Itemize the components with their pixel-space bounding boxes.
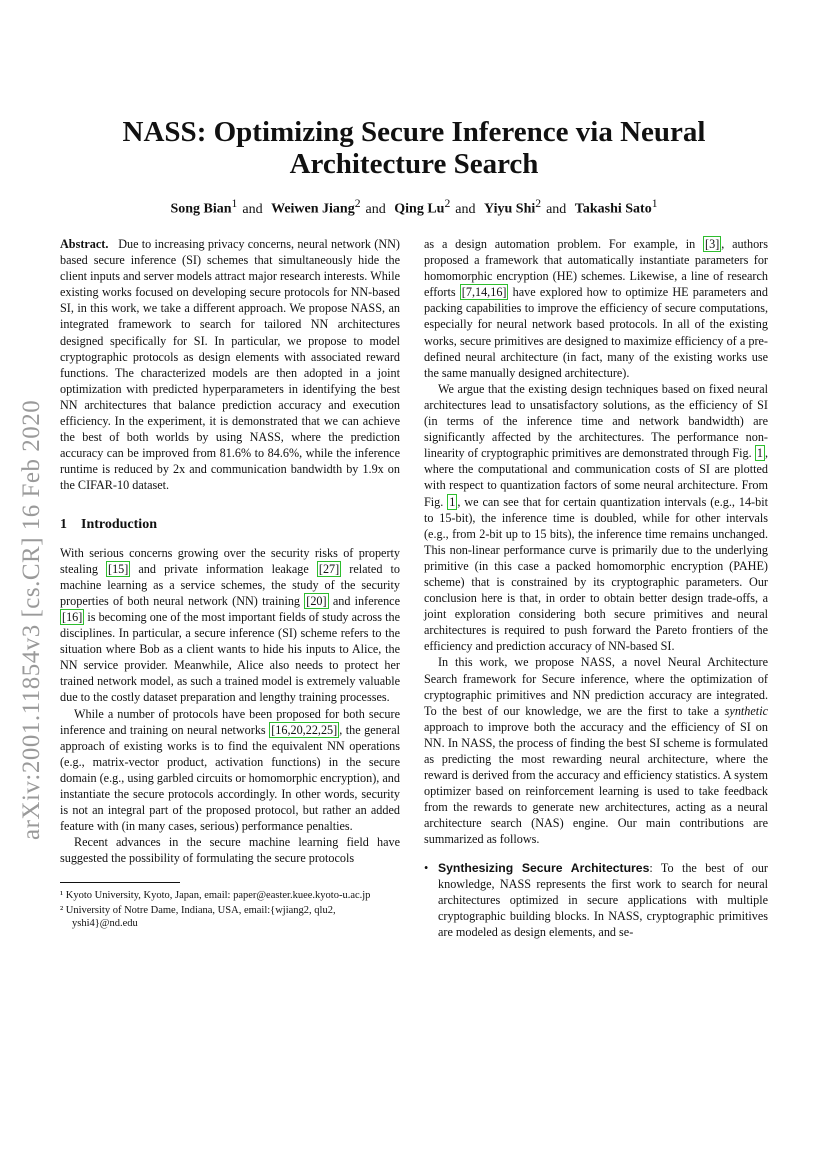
author-name: Yiyu Shi [484,201,536,217]
citation-number: 20 [310,593,323,608]
right-column [424,236,768,940]
figure-number: 1 [756,446,763,461]
citation-number: 16 [66,609,79,624]
text-run: and inference [328,593,400,608]
abstract [60,236,400,494]
citation-link[interactable]: [15] [108,561,129,576]
text-run: In this work, we propose NASS, a novel Neural Architecture Search framework for Secure inference, where the optimization of cryptographic primitives and NN prediction accuracy are integrated. To the best of our knowledge, we are the first to take a [424,655,768,718]
author-separator: and [455,201,476,217]
citation-number: 16,20,22,25 [275,722,334,737]
footnote: ¹ Kyoto University, Kyoto, Japan, email: paper@easter.kuee.kyoto-u.ac.jp [60,890,371,902]
citation-number: 15 [112,561,125,576]
paragraph [424,654,768,847]
abstract-text: Due to increasing privacy concerns, neural network (NN) based secure inference (SI) schemes that simultaneously hide the client inputs and server models attract major research interests. While existing works focused on developing secure protocols for NN-based SI, in this work, we take a different approach. We propose NASS, an integrated framework to search for tailored NN architectures designed specifically for SI. In particular, we propose to model cryptographic protocols as design elements with associated reward functions. The characterized models are then adopted in a joint optimization with predicted hyperparameters in identifying the best NN architectures that balance prediction accuracy and execution efficiency. In the experiment, it is demonstrated that we can achieve the best of both worlds by using NASS, where the prediction accuracy can be improved from 81.6% to 84.6%, while the inference runtime is reduced by 2x and communication bandwidth by 1.9x on the CIFAR-10 dataset. [60,237,400,493]
footnote: ² University of Notre Dame, Indiana, USA, email:{wjiang2, qlu2, yshi4}@nd.edu [60,904,336,930]
paragraph [424,381,768,655]
author-affiliation-mark: 2 [354,197,361,210]
citation-link[interactable]: [3] [705,237,720,251]
author-separator: and [242,201,263,217]
section-title: Introduction [81,516,157,532]
text-run: , we can see that for certain quantization intervals (e.g., 14-bit to 15-bit), the inference time is doubled, while for other intervals (e.g., from 2-bit up to 15 bits), the inference time remains unchanged. This non-linear performance curve is primarily due to the underlying primitive (in this case a packed homomorphic encryption (PAHE) scheme) that is constrained by its cryptographic parameters. Our conclusion here is that, in order to obtain better design trade-offs, a joint exploration considering both secure primitives and neural architectures is required to push forward the Pareto frontiers of the efficiency and prediction accuracy of NN-based SI. [424,494,768,654]
text-run: While a number of protocols have been proposed for both secure inference and training on neural networks [60,706,400,737]
text-run: related to machine learning as a service schemes, the study of the security properties of both neural network (NN) training [60,561,400,608]
text-run: and private information leakage [130,561,317,576]
contribution-text: : To the best of our knowledge, NASS represents the first work to search for neural architectures optimized in secure applications with multiple cryptographic building blocks. In NASS, cryptographic primitives are modeled as design elements, and se- [438,860,768,939]
text-run: have explored how to optimize HE parameters and packing capabilities to improve the efficiency of secure computations, especially for neural network based protocols. In all of the existing works, secure primitives are designed to maximize efficiency of a pre-defined neural architecture (in fact, many of the existing works use the same manually designed architecture). [424,285,768,380]
text-run: , where the computational and communication costs of SI are plotted with respect to quantization factors of some neural architecture. From Fig. [424,446,768,509]
text-run: as a design automation problem. For example, in [424,237,704,251]
contribution-list-item [424,860,768,940]
paper-title: NASS: Optimizing Secure Inference via Neural Architecture Search [122,116,706,180]
arxiv-identifier: arXiv:2001.11854v3 [cs.CR] 16 Feb 2020 [18,399,45,841]
citation-number: 7,14,16 [465,285,503,300]
text-run: , the general approach of existing works is to find the equivalent NN operations (e.g., matrix-vector product, activation functions) in the secure domain (e.g., using garbled circuits or homomorphic encryption), and instantiate the secure protocols accordingly. In other words, security is not an integral part of the proposed protocol, but rather an added feature with (in many cases, serious) performance penalties. [60,722,401,834]
citation-link[interactable]: [20] [306,593,327,608]
author-affiliation-mark: 2 [444,197,451,210]
figure-number: 1 [449,494,456,509]
text-run: With serious concerns growing over the security risks of property stealing [60,545,400,576]
citation-link[interactable]: [7,14,16] [461,285,507,300]
author-affiliation-mark: 2 [535,197,542,210]
citation-link[interactable]: [16,20,22,25] [271,722,338,737]
paragraph [60,706,400,835]
section-number: 1 [60,516,67,532]
citation-link[interactable]: [27] [318,561,340,576]
paragraph [424,236,768,381]
author-name: Song Bian [170,201,232,217]
paragraph [60,545,400,706]
abstract-label: Abstract. [60,237,109,251]
emphasis: synthetic [724,703,768,718]
author-affiliation-mark: 1 [231,197,238,210]
text-run: is becoming one of the most important fields of study across the disciplines. In particular, a secure inference (SI) scheme refers to the situation where Bob as a client wants to hide his inputs to Alice, the NN service provider. Meanwhile, Alice also needs to protect her trained network model, as such a trained model is extremely valuable due to the costly dataset preparation and lengthy training processes. [60,609,400,705]
author-name: Qing Lu [394,201,445,217]
citation-link[interactable]: [16] [62,609,83,624]
text-run: , authors proposed a framework that automatically instantiate parameters for homomorphic encryption (HE) schemes. Likewise, a line of research efforts [424,237,768,300]
author-separator: and [546,201,567,217]
citation-number: 3 [709,237,716,251]
contribution-label: Synthesizing Secure Architectures [438,860,650,875]
footnotes [60,889,400,931]
section-heading [60,517,400,533]
text-run: approach to improve both the accuracy and the efficiency of SI on NN. In NASS, the process of finding the best SI scheme is formulated as predicting the most rewarding neural architecture, where the reward is derived from the accuracy and efficiency statistics. A system optimizer based on reinforcement learning is used to take feedback from the rewards to generate new architectures, acting as a neural architecture search (NAS) engine. Our main contributions are summarized as follows. [424,719,768,847]
author-name: Weiwen Jiang [271,201,355,217]
citation-number: 27 [322,561,336,576]
figure-link[interactable] [447,494,457,510]
author-name: Takashi Sato [574,201,652,217]
author-separator: and [365,201,386,217]
author-list [60,194,768,220]
author-affiliation-mark: 1 [651,197,658,210]
figure-link[interactable] [755,445,765,461]
left-column [60,236,400,932]
bullet-marker: • [424,860,429,875]
footnote-divider [60,882,180,883]
text-run: We argue that the existing design techniques based on fixed neural architectures lead to unsatisfactory solutions, as the efficiency of SI (in terms of the inference time and network bandwidth) are significantly affected by the architectures. The performance non-linearity of cryptographic primitives are demonstrated through Fig. [424,381,768,461]
paragraph: Recent advances in the secure machine learning field have suggested the possibility of formulating the secure protocols [60,835,400,866]
